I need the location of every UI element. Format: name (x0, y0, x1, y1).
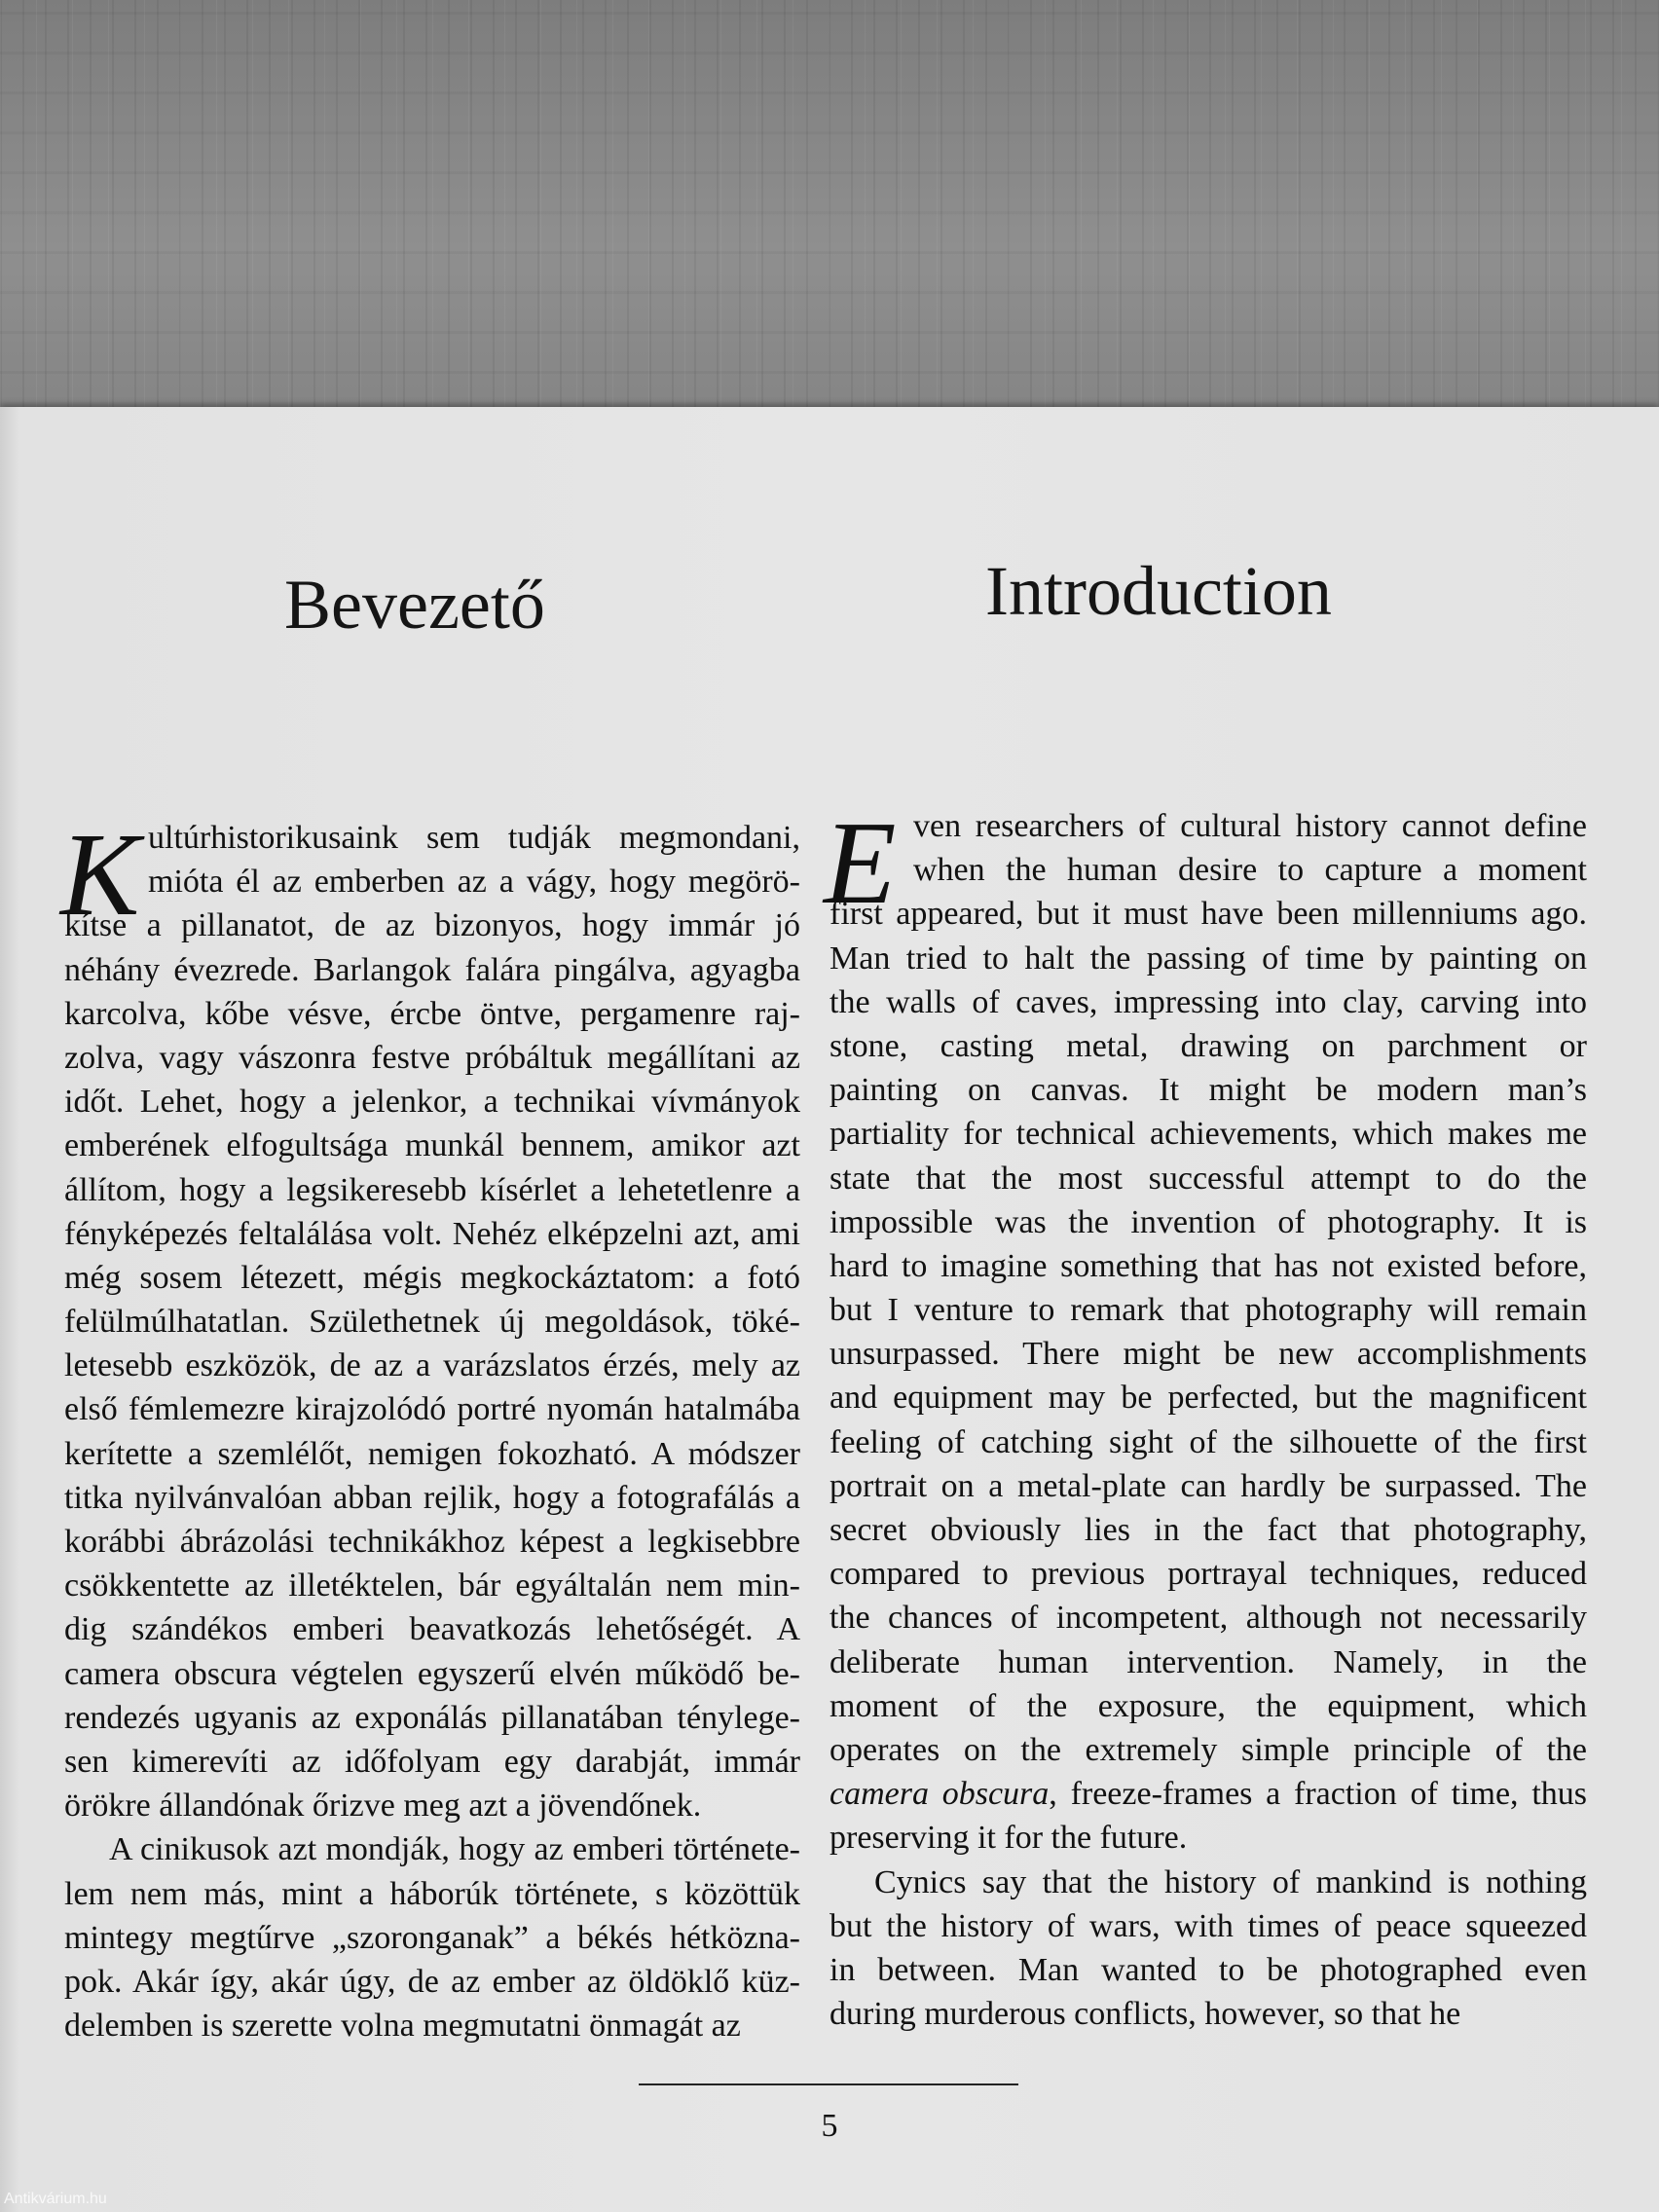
drop-cap-e: E (824, 797, 897, 929)
text-line: the walls of caves, impressing into clay, carving into (830, 983, 1587, 1020)
text-line: kerítette a szemlélőt, nemigen fokozható. A módszer (64, 1435, 800, 1472)
text-line: hard to imagine something that has not existed before, (830, 1247, 1587, 1284)
text-line: portrait on a metal-plate can hardly be surpassed. The (830, 1467, 1587, 1504)
hungarian-text-column (64, 816, 800, 2047)
text-line: preserving it for the future. (830, 1820, 1188, 1857)
text-line: emberének elfogultsága munkál bennem, amikor azt (64, 1127, 800, 1164)
text-line: feeling of catching sight of the silhouette of the first (830, 1423, 1587, 1460)
text-line: karcolva, kőbe vésve, ércbe öntve, pergamenre raj- (64, 995, 800, 1032)
footer-rule (639, 2083, 1018, 2085)
italic-term: camera obscura (830, 1776, 1050, 1813)
text-line: deliberate human intervention. Namely, in the (830, 1643, 1587, 1680)
background-wall (0, 0, 1659, 414)
text-line: operates on the extremely simple principle of the (830, 1731, 1587, 1768)
text-line: csökkentette az illetéktelen, bár egyáltalán nem min- (64, 1567, 800, 1604)
text-line: dig szándékos emberi beavatkozás lehetőségét. A (64, 1611, 800, 1648)
text-line: lem nem más, mint a háborúk története, s közöttük (64, 1875, 800, 1912)
drop-cap-k: K (60, 809, 140, 940)
text-line: Man tried to halt the passing of time by painting on (830, 940, 1587, 977)
text-line: stone, casting metal, drawing on parchment or (830, 1027, 1587, 1064)
text-line: Cynics say that the history of mankind is nothing (874, 1863, 1587, 1900)
text-line: when the human desire to capture a moment (913, 852, 1587, 889)
text-line: ven researchers of cultural history cannot define (913, 808, 1587, 844)
text-line: állítom, hogy a legsikeresebb kísérlet a lehetetlenre a (64, 1171, 800, 1208)
text-line: rendezés ugyanis az exponálás pillanatában ténylege- (64, 1699, 800, 1736)
text-line: első fémlemezre kirajzolódó portré nyomán hatalmába (64, 1391, 800, 1428)
text-segment: , freeze-frames a fraction of time, thus (1049, 1776, 1587, 1813)
text-line: örökre állandónak őrizve meg azt a jövendőnek. (64, 1788, 702, 1825)
text-line: letesebb eszközök, de az a varázslatos érzés, mely az (64, 1347, 800, 1384)
title-english: Introduction (985, 552, 1332, 630)
text-line (830, 1772, 1587, 1816)
text-line: unsurpassed. There might be new accomplishments (830, 1336, 1587, 1373)
text-line: kítse a pillanatot, de az bizonyos, hogy immár jó (64, 907, 800, 944)
text-line: pok. Akár így, akár úgy, de az ember az öldöklő küz- (64, 1963, 800, 2000)
title-hungarian: Bevezető (284, 566, 545, 644)
text-line: state that the most successful attempt to do the (830, 1160, 1587, 1197)
text-line: secret obviously lies in the fact that photography, (830, 1512, 1587, 1548)
text-line: ultúrhistorikusaink sem tudják megmondani, (148, 820, 800, 856)
text-line: camera obscura végtelen egyszerű elvén működő be- (64, 1655, 800, 1692)
text-line: painting on canvas. It might be modern man’s (830, 1072, 1587, 1109)
text-line: during murderous conflicts, however, so that he (830, 1996, 1461, 2033)
text-line: and equipment may be perfected, but the magnificent (830, 1380, 1587, 1417)
text-line: but the history of wars, with times of peace squeezed (830, 1907, 1587, 1944)
text-line: moment of the exposure, the equipment, which (830, 1687, 1587, 1724)
text-line: partiality for technical achievements, which makes me (830, 1116, 1587, 1153)
text-line: korábbi ábrázolási technikákhoz képest a legkisebbre (64, 1524, 800, 1560)
text-line: titka nyilvánvalóan abban rejlik, hogy a fotografálás a (64, 1479, 800, 1516)
text-line: but I venture to remark that photography will remain (830, 1292, 1587, 1329)
text-line: zolva, vagy vászonra festve próbáltuk megállítani az (64, 1039, 800, 1076)
text-line: néhány évezrede. Barlangok falára pingálva, agyagba (64, 951, 800, 988)
text-line: még sosem létezett, mégis megkockáztatom: a fotó (64, 1259, 800, 1296)
text-line: impossible was the invention of photography. It is (830, 1203, 1587, 1240)
text-line: the chances of incompetent, although not necessarily (830, 1600, 1587, 1637)
text-line: A cinikusok azt mondják, hogy az emberi története- (109, 1831, 800, 1868)
watermark: Antikvárium.hu (4, 2191, 107, 2207)
text-line: mintegy megtűrve „szoronganak” a békés hétközna- (64, 1919, 800, 1956)
page-number: 5 (821, 2108, 838, 2144)
text-line: időt. Lehet, hogy a jelenkor, a technikai vívmányok (64, 1084, 800, 1121)
text-line: felülmúlhatatlan. Születhetnek új megoldások, töké- (64, 1304, 800, 1341)
text-line: in between. Man wanted to be photographed even (830, 1951, 1587, 1988)
text-line: mióta él az emberben az a vágy, hogy megörö- (148, 864, 800, 901)
english-text-column (830, 804, 1587, 2036)
text-line: fényképezés feltalálása volt. Nehéz elképzelni azt, ami (64, 1215, 800, 1252)
text-line: compared to previous portrayal techniques, reduced (830, 1556, 1587, 1593)
text-line: sen kimerevíti az időfolyam egy darabját, immár (64, 1743, 800, 1780)
text-line: delemben is szerette volna megmutatni önmagát az (64, 2008, 741, 2045)
text-line: first appeared, but it must have been millenniums ago. (830, 896, 1587, 933)
